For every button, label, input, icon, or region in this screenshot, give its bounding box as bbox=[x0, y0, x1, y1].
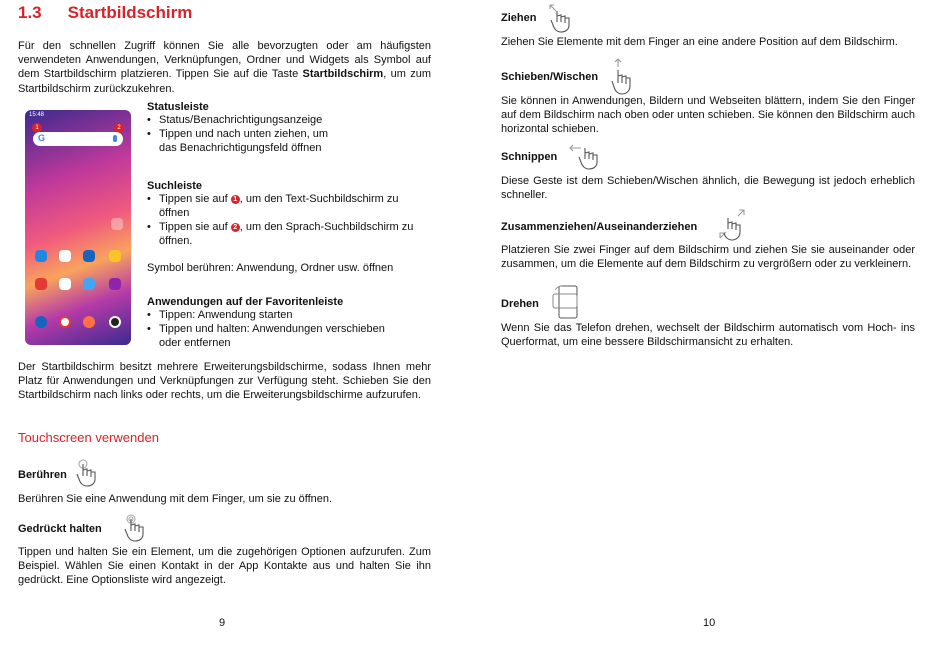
hold-text: Tippen und halten Sie ein Element, um die zugehörigen Optionen aufzurufen. Zum Beispiel. Wählen Sie einen Kontakt in der App Kontakte aus und halten Sie ihn gedrückt. Eine Optionsliste wird angezeigt. bbox=[18, 546, 431, 587]
bullet-text: Tippen sie auf bbox=[159, 193, 231, 205]
touch-title: Berühren bbox=[18, 469, 67, 481]
mic-icon bbox=[113, 135, 117, 142]
phone-search-bar bbox=[33, 132, 123, 146]
home-screen-image bbox=[25, 110, 131, 345]
section-heading bbox=[18, 3, 192, 23]
intro-text-1: Für den schnellen Zugriff können Sie alle bevorzugten oder am häufigsten verwendeten Anwendungen, Verknüpfungen, Ordner und Widgets als Symbol auf dem Startbildschirm platzieren. Tippen Sie auf die Taste bbox=[18, 40, 431, 81]
swipe-title: Schieben/Wischen bbox=[501, 71, 599, 83]
callout-favorites-bar bbox=[147, 296, 417, 350]
drag-text: Ziehen Sie Elemente mit dem Finger an eine andere Position auf dem Bildschirm. bbox=[501, 36, 898, 48]
pinch-text: Platzieren Sie zwei Finger auf dem Bildschirm und ziehen Sie sie auseinander oder zusammen, um die Elemente auf dem Bildschirm zu vergrößern oder zu verkleinern. bbox=[501, 244, 915, 271]
number-badge-2: 2 bbox=[231, 223, 240, 232]
hand-tap-icon bbox=[74, 458, 102, 488]
callout-title: Anwendungen auf der Favoritenleiste bbox=[147, 296, 344, 308]
google-icon: G bbox=[38, 133, 46, 143]
app-icon bbox=[83, 278, 95, 290]
app-icon bbox=[109, 278, 121, 290]
drag-title: Ziehen bbox=[501, 12, 537, 24]
intro-paragraph bbox=[18, 39, 431, 96]
list-item: • Tippen: Anwendung starten bbox=[147, 308, 407, 322]
intro-bold: Startbildschirm bbox=[302, 68, 384, 81]
extension-paragraph: Der Startbildschirm besitzt mehrere Erweiterungsbildschirme, sodass Ihnen mehr Platz für Anwendungen und Verknüpfungen zur Verfügung steht. Schieben Sie den Startbildschirm nach links oder rechts, um die Erweiterungsbildschirme aufzurufen. bbox=[18, 361, 431, 402]
callout-status-bar bbox=[147, 101, 427, 155]
callout-title: Statusleiste bbox=[147, 101, 209, 113]
touch-text: Berühren Sie eine Anwendung mit dem Finger, um sie zu öffnen. bbox=[18, 493, 333, 505]
app-icon bbox=[35, 250, 47, 262]
callout-symbol-text: Symbol berühren: Anwendung, Ordner usw. öffnen bbox=[147, 262, 394, 274]
list-item: • Tippen und nach unten ziehen, um das Benachrichtigungsfeld öffnen bbox=[147, 127, 347, 155]
hand-drag-icon bbox=[548, 3, 574, 33]
bullet-text: , um den Text-Suchbildschirm zu öffnen bbox=[159, 193, 399, 219]
callout-bullets bbox=[147, 308, 407, 350]
list-item bbox=[147, 220, 422, 248]
section-title: Startbildschirm bbox=[67, 3, 193, 22]
lock-icon bbox=[111, 218, 123, 230]
intro-text-2: , um zum Startbildschirm zurückzukehren. bbox=[18, 68, 431, 95]
camera-icon bbox=[109, 316, 121, 328]
list-item: • Tippen und halten: Anwendungen verschieben oder entfernen bbox=[147, 322, 407, 350]
bullet-text: , um den Sprach-Suchbildschirm zu öffnen. bbox=[159, 221, 414, 247]
hand-flick-icon bbox=[569, 142, 605, 172]
phone-badge-2: 2 bbox=[114, 123, 124, 133]
app-icon bbox=[109, 250, 121, 262]
callout-bullets bbox=[147, 192, 422, 248]
swipe-text: Sie können in Anwendungen, Bildern und Webseiten blättern, indem Sie den Finger auf dem Bildschirm nach oben oder unten schieben. Sie können den Bildschirm auch horizontal schieben. bbox=[501, 95, 915, 136]
list-item bbox=[147, 192, 422, 220]
flick-text: Diese Geste ist dem Schieben/Wischen ähnlich, die Bewegung ist jedoch erheblich schneller. bbox=[501, 175, 915, 202]
right-page bbox=[475, 0, 950, 659]
hand-pinch-icon bbox=[717, 208, 747, 244]
rotate-title: Drehen bbox=[501, 298, 539, 310]
page-number: 10 bbox=[703, 617, 716, 629]
phone-status-bar bbox=[25, 110, 131, 122]
play-store-icon bbox=[59, 278, 71, 290]
bullet-text: Tippen sie auf bbox=[159, 221, 231, 233]
list-item: • Status/Benachrichtigungsanzeige bbox=[147, 113, 347, 127]
phone-badge-1: 1 bbox=[32, 123, 42, 133]
app-icon bbox=[83, 316, 95, 328]
page-number: 9 bbox=[219, 617, 226, 629]
hand-swipe-icon bbox=[610, 58, 636, 96]
chrome-icon bbox=[59, 316, 71, 328]
phone-app-icon bbox=[35, 316, 47, 328]
app-icon bbox=[59, 250, 71, 262]
app-icon bbox=[83, 250, 95, 262]
hand-hold-icon bbox=[122, 513, 150, 543]
phone-time: 15:48 bbox=[29, 112, 45, 118]
touchscreen-heading: Touchscreen verwenden bbox=[18, 430, 159, 445]
callout-search-bar bbox=[147, 180, 422, 248]
callout-title: Suchleiste bbox=[147, 180, 203, 192]
phone-rotate-icon bbox=[551, 284, 581, 320]
number-badge-1: 1 bbox=[231, 195, 240, 204]
section-number: 1.3 bbox=[18, 3, 42, 22]
hold-title: Gedrückt halten bbox=[18, 523, 102, 535]
flick-title: Schnippen bbox=[501, 151, 558, 163]
pinch-title: Zusammenziehen/Auseinanderziehen bbox=[501, 221, 698, 233]
callout-bullets bbox=[147, 113, 347, 155]
app-icon bbox=[35, 278, 47, 290]
rotate-text: Wenn Sie das Telefon drehen, wechselt der Bildschirm automatisch vom Hoch- ins Querformat, um eine bessere Bildschirmansicht zu erhalten. bbox=[501, 322, 915, 349]
